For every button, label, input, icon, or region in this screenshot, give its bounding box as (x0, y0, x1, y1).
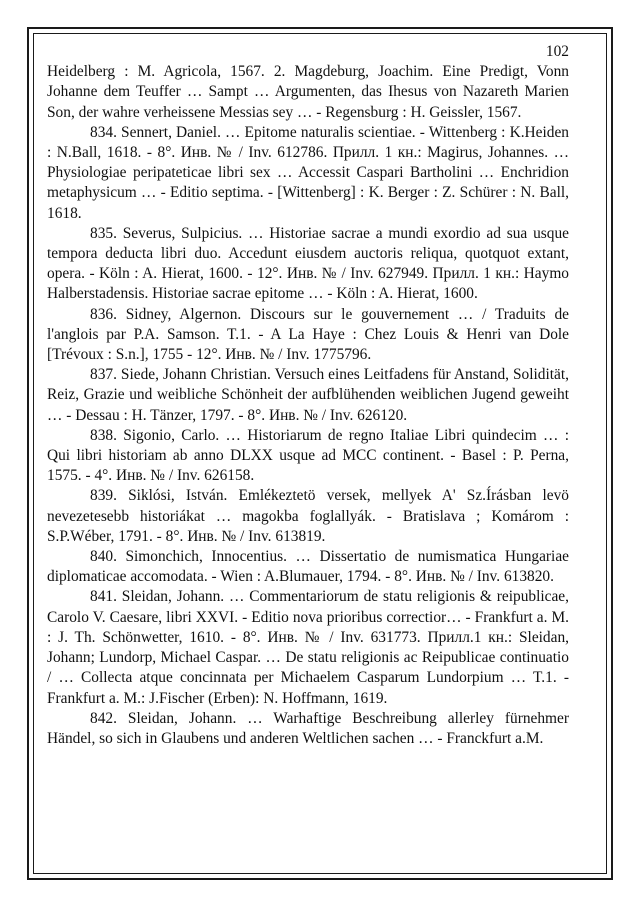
catalog-entry-835: 835. Severus, Sulpicius. … Historiae sacrae a mundi exordio ad sua usque tempora deducta libri duo. Accedunt eiusdem auctoris reliqua, quotquot extant, opera. - Köln : A. Hierat, 1600. - 12°. Инв. № / Inv. 627949. Прилл. 1 кн.: Haymo Halberstadensis. Historiae sacrae epitome … - Köln : A. Hierat, 1600. (47, 224, 569, 303)
catalog-entry-842: 842. Sleidan, Johann. … Warhaftige Beschreibung allerley fürnehmer Händel, so sich in Glaubens und anderen Weltlichen sachen … - Franckfurt a.M. (47, 709, 569, 747)
page-number: 102 (545, 43, 569, 60)
catalog-entry-839: 839. Siklósi, István. Emlékeztetö versek, mellyek A' Sz.Írásban levö nevezetesebb historiákat … magokba foglallyák. - Bratislava ; Komárom : S.P.Wéber, 1791. - 8°. Инв. № / Inv. 613819. (47, 487, 569, 545)
catalog-entry-continuation: Heidelberg : M. Agricola, 1567. 2. Magdeburg, Joachim. Eine Predigt, Vonn Johanne dem Teuffer … Sampt … Argumenten, das Ihesus von Nazareth Marien Son, der wahre verheissene Messias sey … - Regensburg : H. Geissler, 1567. (47, 63, 569, 121)
catalog-page (47, 42, 569, 749)
catalog-entry-837: 837. Siede, Johann Christian. Versuch eines Leitfadens für Anstand, Solidität, Reiz, Grazie und weibliche Schönheit der aufblühenden weiblichen Jugend geweiht … - Dessau : H. Tänzer, 1797. - 8°. Инв. № / Inv. 626120. (47, 366, 569, 424)
catalog-entry-834: 834. Sennert, Daniel. … Epitome naturalis scientiae. - Wittenberg : K.Heiden : N.Ball, 1618. - 8°. Инв. № / Inv. 612786. Прилл. 1 кн.: Magirus, Johannes. … Physiologiae peripateticae libri sex … Accessit Caspari Bartholini … Enchridion metaphysicum … - Editio septima. - [Wittenberg] : K. Berger : Z. Schürer : N. Ball, 1618. (47, 123, 569, 222)
catalog-entry-836: 836. Sidney, Algernon. Discours sur le gouvernement … / Traduits de l'anglois par P.A. Samson. T.1. - A La Haye : Chez Louis & Henri van Dole [Trévoux : S.n.], 1755 - 12°. Инв. № / Inv. 1775796. (47, 305, 569, 364)
catalog-entry-838: 838. Sigonio, Carlo. … Historiarum de regno Italiae Libri quindecim … : Qui libri historiam ab anno DLXX usque ad MCC continent. - Basel : P. Perna, 1575. - 4°. Инв. № / Inv. 626158. (47, 426, 569, 485)
catalog-entry-841: 841. Sleidan, Johann. … Commentariorum de statu religionis & reipublicae, Carolo V. Caesare, libri XXVI. - Editio nova prioribus correctior… - Frankfurt a. M. : J. Th. Schönwetter, 1610. - 8°. Инв. № / Inv. 631773. Прилл.1 кн.: Sleidan, Johann; Lundorp, Michael Caspar. … De statu religionis ac Reipublicae continuatio / … Collecta atque concinnata per Michaelem Casparum Lundorpium … T.1. - Frankfurt a. M.: J.Fischer (Erben): N. Hoffmann, 1619. (47, 588, 569, 707)
catalog-entry-840: 840. Simonchich, Innocentius. … Dissertatio de numismatica Hungariae diplomaticae accomodata. - Wien : A.Blumauer, 1794. - 8°. Инв. № / Inv. 613820. (47, 548, 569, 586)
